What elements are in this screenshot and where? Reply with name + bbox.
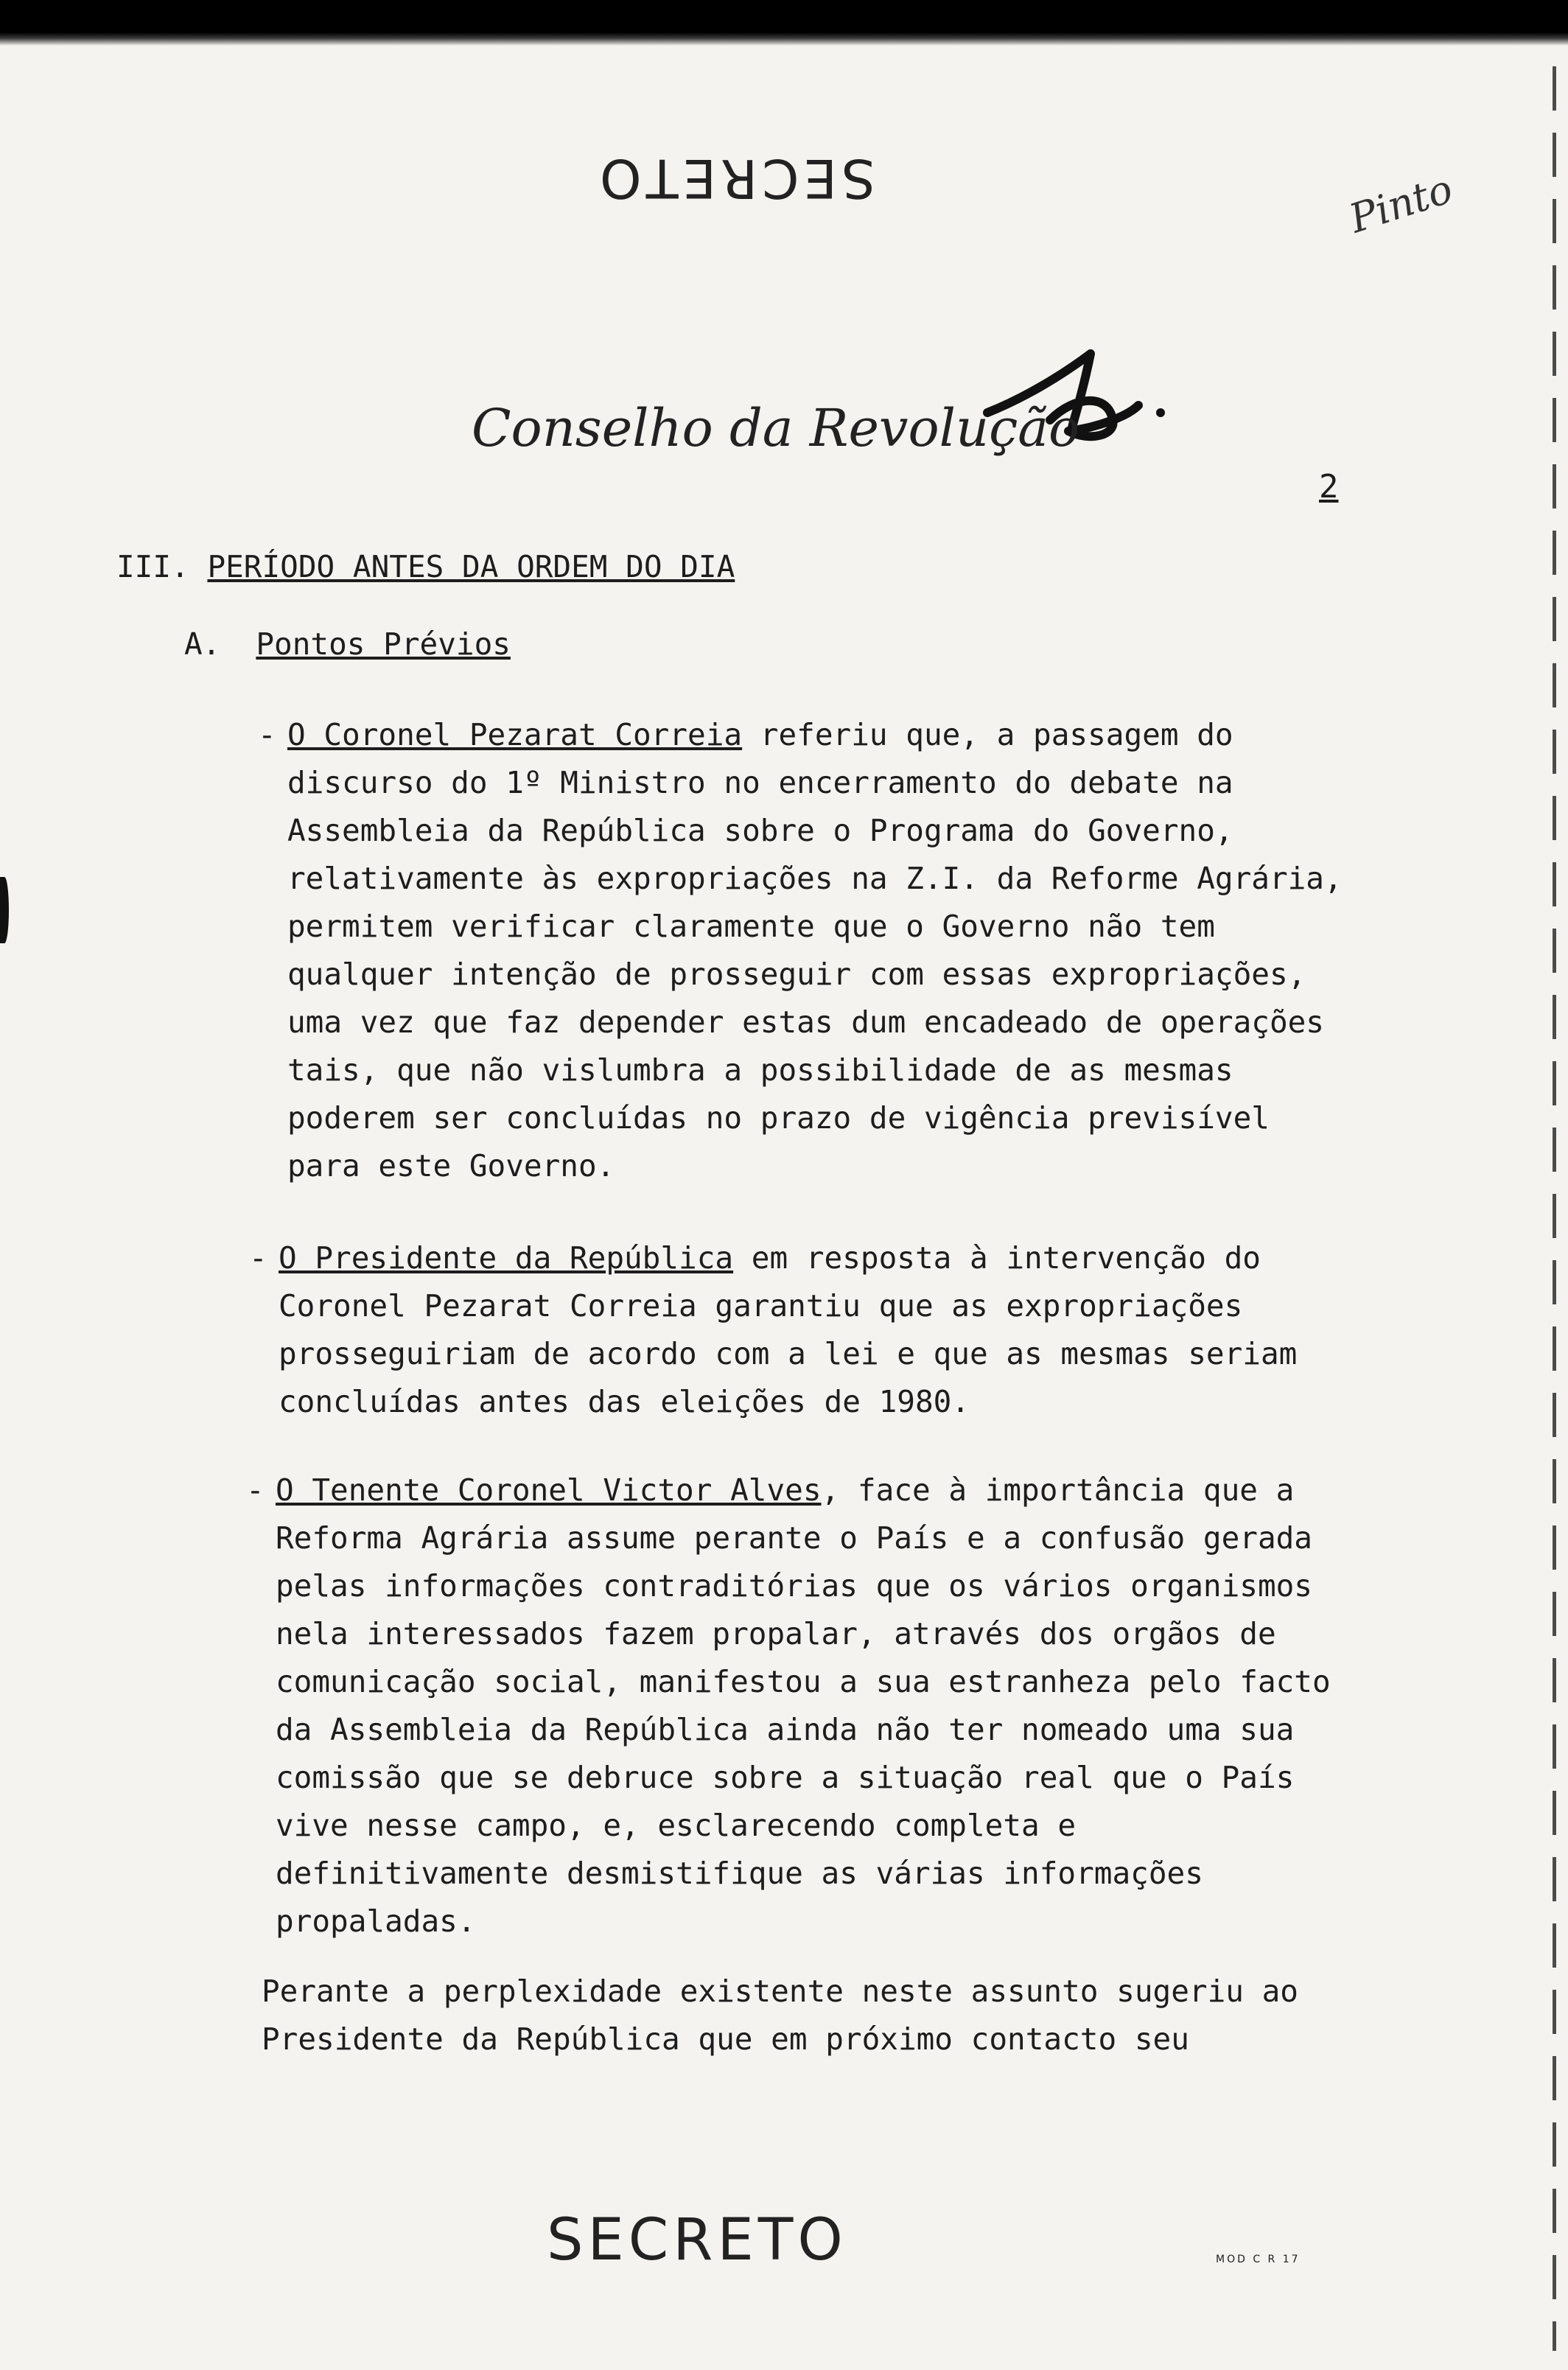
paragraph-perante bbox=[262, 1968, 1367, 2063]
scan-top-border bbox=[0, 0, 1568, 46]
handwritten-initials: Pinto bbox=[1343, 165, 1458, 242]
list-dash: - bbox=[258, 717, 276, 752]
paragraph-text: Perante a perplexidade existente neste assunto sugeriu ao Presidente da República que em próximo contacto seu bbox=[262, 1974, 1298, 2057]
section-title: PERÍODO ANTES DA ORDEM DO DIA bbox=[207, 549, 735, 584]
section-numeral: III. bbox=[116, 549, 189, 584]
section-heading bbox=[116, 549, 735, 584]
speaker-name: O Coronel Pezarat Correia bbox=[287, 717, 743, 752]
paragraph-victor-alves bbox=[246, 1467, 1359, 1946]
paragraph-pezarat-correia bbox=[258, 711, 1356, 1190]
list-dash: - bbox=[246, 1472, 265, 1508]
secret-stamp-top: SECRETO bbox=[595, 147, 875, 209]
paragraph-text: , face à importância que a Reforma Agrária assume perante o País e a confusão gerada pelas informações contraditórias que os vários organismos nela interessados fazem propalar, através dos orgãos de comunicação social, manifestou a sua estranheza pelo facto da Assembleia da República ainda não ter nomeado uma sua comissão que se debruce sobre a situação real que o País vive nesse campo, e, esclarecendo completa e definitivamente desmistifique as várias informações propaladas. bbox=[276, 1472, 1331, 1939]
form-code: MOD C R 17 bbox=[1216, 2254, 1301, 2265]
subsection-title: Pontos Prévios bbox=[256, 626, 511, 662]
secret-stamp-bottom: SECRETO bbox=[547, 2207, 847, 2273]
subsection-letter: A. bbox=[184, 626, 221, 662]
binder-hole-mark bbox=[0, 877, 9, 943]
subsection-heading bbox=[184, 626, 511, 662]
letterhead: Conselho da Revolução bbox=[472, 398, 1080, 458]
speaker-name: O Tenente Coronel Victor Alves bbox=[276, 1472, 822, 1508]
page-number: 2 bbox=[1319, 468, 1339, 506]
list-dash: - bbox=[249, 1240, 267, 1276]
paragraph-text: em resposta à intervenção do Coronel Pezarat Correia garantiu que as expropriações prosseguiriam de acordo com a lei e que as mesmas seriam concluídas antes das eleições de 1980. bbox=[279, 1240, 1298, 1419]
scan-right-edge bbox=[1553, 66, 1556, 2351]
paragraph-text: referiu que, a passagem do discurso do 1º Ministro no encerramento do debate na Assembleia da República sobre o Programa do Governo, relativamente às expropriações na Z.I. da Reforme Agrária, permitem verificar claramente que o Governo não tem qualquer intenção de prosseguir com essas expropriações, uma vez que faz depender estas dum encadeado de operações tais, que não vislumbra a possibilidade de as mesmas poderem ser concluídas no prazo de vigência previsível para este Governo. bbox=[287, 717, 1343, 1184]
speaker-name: O Presidente da República bbox=[279, 1240, 734, 1276]
paragraph-presidente bbox=[249, 1234, 1354, 1426]
